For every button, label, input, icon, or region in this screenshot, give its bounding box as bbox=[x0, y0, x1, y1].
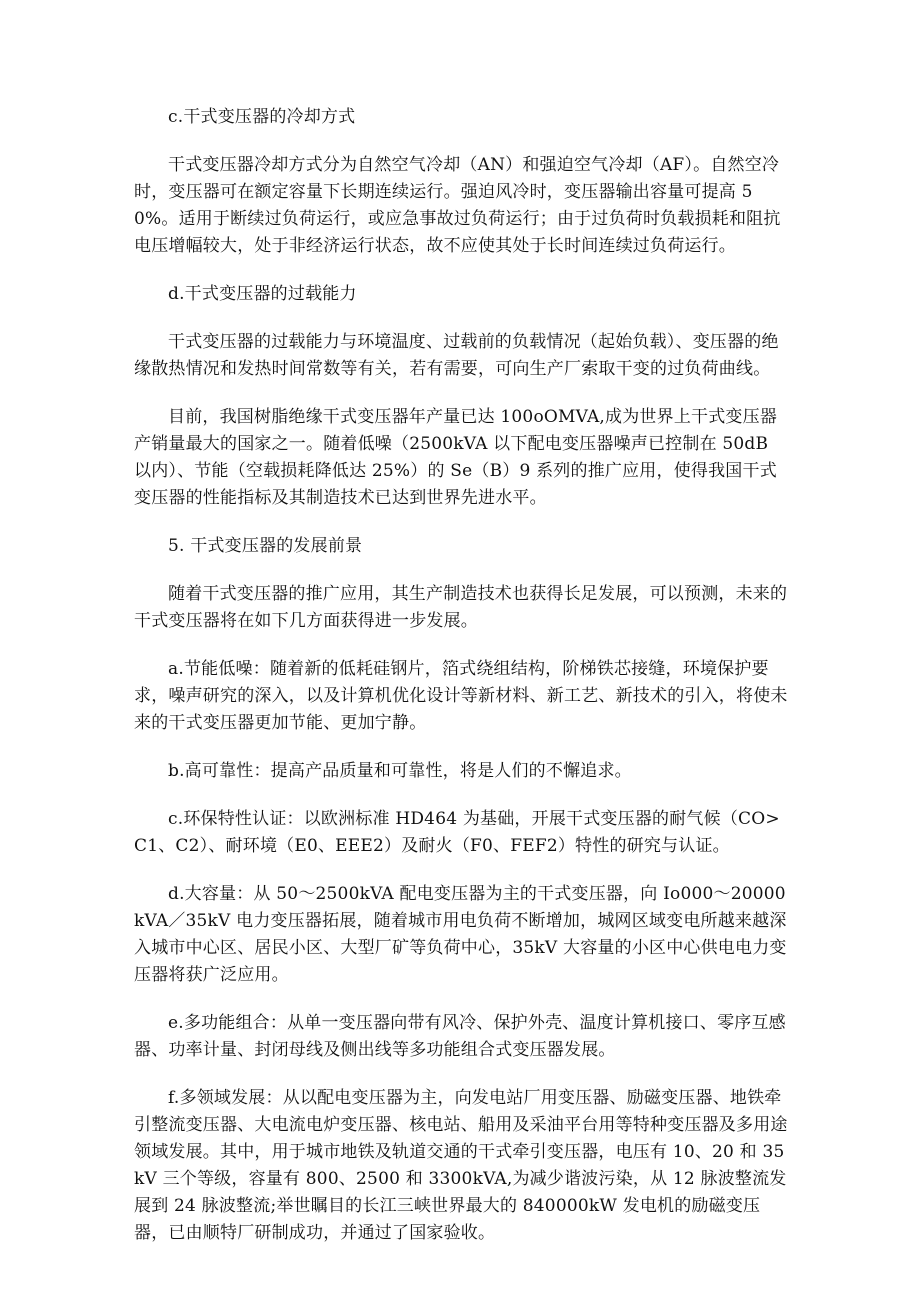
heading-cooling-method: c.干式变压器的冷却方式 bbox=[168, 107, 356, 127]
paragraph-multifunction-combination: e.多功能组合：从单一变压器向带有风冷、保护外壳、温度计算机接口、零序互感器、功率计量、封闭母线及侧出线等多功能组合式变压器发展。 bbox=[134, 1013, 786, 1060]
paragraph-high-reliability: b.高可靠性：提高产品质量和可靠性，将是人们的不懈追求。 bbox=[168, 761, 632, 781]
paragraph-cooling-method: 干式变压器冷却方式分为自然空气冷却（AN）和强迫空气冷却（AF）。自然空冷时，变压器可在额定容量下长期连续运行。强迫风冷时，变压器输出容量可提高 50%。适用于断续过负荷运行，或应急事故过负荷运行；由于过负荷时负载损耗和阻抗电压增幅较大，处于非经济运行状态，故不应使其处于长时间连续过负荷运行。 bbox=[134, 155, 781, 256]
paragraph-environmental-certification: c.环保特性认证：以欧洲标准 HD464 为基础，开展干式变压器的耐气候（CO>C1、C2）、耐环境（E0、EEE2）及耐火（F0、FEF2）特性的研究与认证。 bbox=[134, 809, 780, 856]
heading-overload-capacity: d.干式变压器的过载能力 bbox=[168, 284, 357, 304]
document-body bbox=[134, 104, 788, 1268]
paragraph-overload-capacity: 干式变压器的过载能力与环境温度、过载前的负载情况（起始负载）、变压器的绝缘散热情况和发热时间常数等有关，若有需要，可向生产厂索取干变的过负荷曲线。 bbox=[134, 332, 779, 379]
heading-development-prospect: 5. 干式变压器的发展前景 bbox=[168, 536, 363, 556]
paragraph-large-capacity: d.大容量：从 50～2500kVA 配电变压器为主的干式变压器，向 Io000～20000kVA／35kV 电力变压器拓展，随着城市用电负荷不断增加，城网区域变电所越来越深入城市中心区、居民小区、大型厂矿等负荷中心，35kV 大容量的小区中心供电电力变压器将获广泛应用。 bbox=[134, 884, 787, 985]
paragraph-energy-saving-low-noise: a.节能低噪：随着新的低耗硅钢片，箔式绕组结构，阶梯铁芯接缝，环境保护要求，噪声研究的深入，以及计算机优化设计等新材料、新工艺、新技术的引入，将使未来的干式变压器更加节能、更加宁静。 bbox=[134, 659, 788, 733]
paragraph-multi-domain-development: f.多领域发展：从以配电变压器为主，向发电站厂用变压器、励磁变压器、地铁牵引整流变压器、大电流电炉变压器、核电站、船用及采油平台用等特种变压器及多用途领域发展。其中，用于城市地铁及轨道交通的干式牵引变压器，电压有 10、20 和 35kV 三个等级，容量有 800、2500 和 3300kVA,为减少谐波污染，从 12 脉波整流发展到 24 脉波整流;举世瞩目的长江三峡世界最大的 840000kW 发电机的励磁变压器，已由顺特厂研制成功，并通过了国家验收。 bbox=[134, 1088, 788, 1243]
paragraph-development-prospect: 随着干式变压器的推广应用，其生产制造技术也获得长足发展，可以预测，未来的干式变压器将在如下几方面获得进一步发展。 bbox=[134, 584, 788, 631]
paragraph-current-status: 目前，我国树脂绝缘干式变压器年产量已达 100oOMVA,成为世界上干式变压器产销量最大的国家之一。随着低噪（2500kVA 以下配电变压器噪声已控制在 50dB 以内）、节能（空载损耗降低达 25%）的 Se（B）9 系列的推广应用，使得我国干式变压器的性能指标及其制造技术已达到世界先进水平。 bbox=[134, 407, 778, 508]
